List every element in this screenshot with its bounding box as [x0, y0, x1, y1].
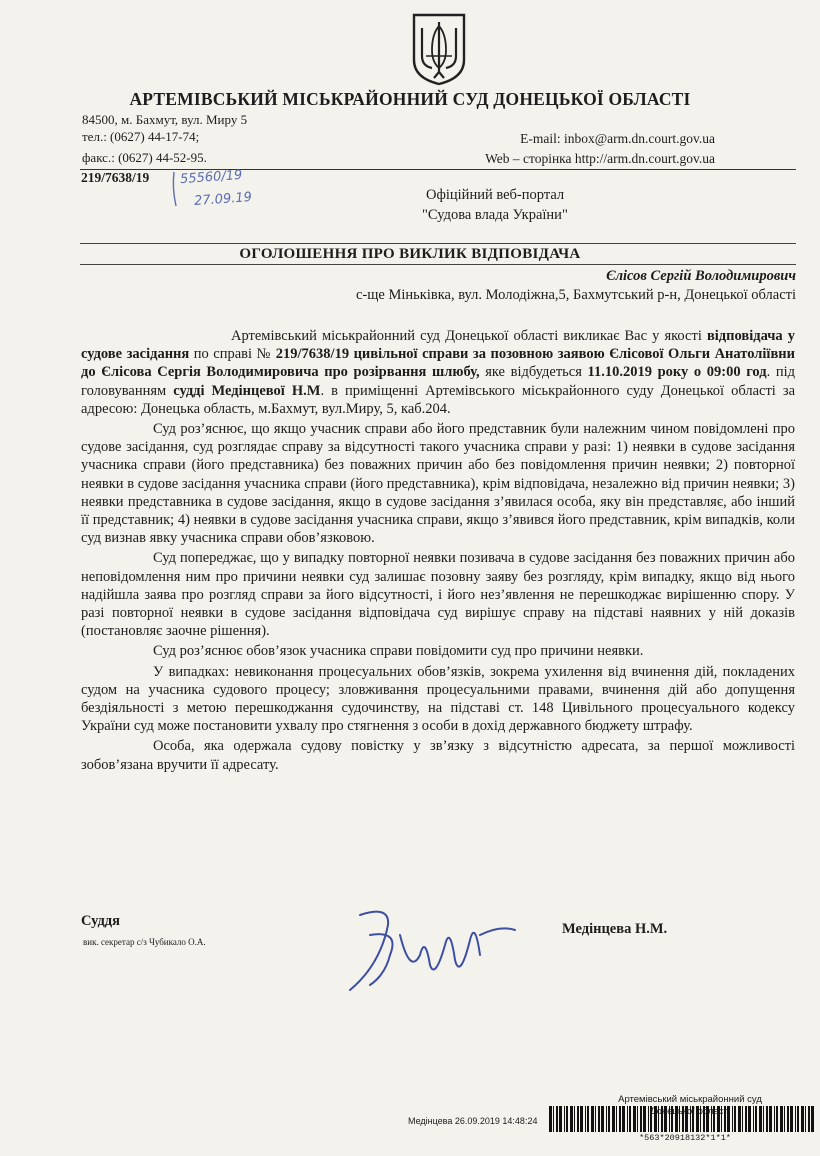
barcode-bar — [795, 1106, 796, 1132]
court-website: Web – сторінка http://arm.dn.court.gov.ua — [485, 151, 715, 166]
barcode-bar — [690, 1106, 691, 1132]
barcode-bar — [556, 1106, 558, 1132]
barcode-bar — [627, 1106, 628, 1132]
barcode-bar — [577, 1106, 579, 1132]
handwritten-registration-number: 55560/19 — [179, 167, 243, 188]
barcode-bar — [598, 1106, 600, 1132]
barcode-bar — [808, 1106, 810, 1132]
barcode-bar — [692, 1106, 694, 1132]
court-phone: тел.: (0627) 44-17-74; — [82, 129, 200, 144]
barcode-bar — [580, 1106, 583, 1132]
court-email: E-mail: inbox@arm.dn.court.gov.ua — [520, 131, 715, 146]
barcode-bar — [780, 1106, 783, 1132]
barcode-bar — [721, 1106, 722, 1132]
barcode-bar — [591, 1106, 594, 1132]
barcode-bar — [574, 1106, 575, 1132]
barcode-bar — [776, 1106, 778, 1132]
barcode-bar — [763, 1106, 764, 1132]
barcode-bar — [566, 1106, 568, 1132]
court-fax: факс.: (0627) 44-52-95. — [82, 150, 207, 165]
barcode-bar — [713, 1106, 715, 1132]
judge-label: Суддя — [81, 913, 120, 929]
handwritten-bracket — [170, 166, 280, 210]
announcement-body — [81, 327, 795, 776]
barcode-bar — [643, 1106, 646, 1132]
handwritten-signature — [330, 895, 520, 1000]
barcode-bar — [811, 1106, 814, 1132]
barcode-bar — [790, 1106, 793, 1132]
barcode-bar — [553, 1106, 554, 1132]
barcode-bar — [619, 1106, 621, 1132]
paragraph-absence-rules: Суд роз’яснює, що якщо учасник справи або його представник були належним чином повідомлені про судове засідання, суд розглядає справу за відсутності такого учасника справи у разі: 1) неявки в судове засідання учасника справи (його представника) без поважних причин або без повідомлення причин неявки; 2) повторної неявки в судове засідання учасника справи (його представника), крім відповідача, незалежно від причин неявки; 3) неявки представника в судове засідання, якщо в судове засідання з’явилася особа, яку він представляє, або інший її представник; 4) неявки в судове засідання учасника справи, якщо з’явився його представник, крім випадків, коли суд визнав явку учасника справи обов’язковою. — [81, 421, 795, 547]
barcode-number: *563*20918132*1*1* — [639, 1133, 731, 1143]
barcode-bar — [661, 1106, 663, 1132]
coat-of-arms-icon — [410, 12, 468, 86]
secretary-line: вик. секретар с/з Чубикало О.А. — [83, 937, 206, 947]
barcode-bar — [629, 1106, 631, 1132]
announcement-bottom-rule — [80, 264, 796, 265]
barcode-bar — [595, 1106, 596, 1132]
barcode-bar — [669, 1106, 670, 1132]
barcode-bar — [748, 1106, 751, 1132]
respondent-address: с-ще Міньківка, вул. Молодіжна,5, Бахмутський р-н, Донецької області — [355, 287, 796, 303]
barcode-bar — [564, 1106, 565, 1132]
barcode-bar — [633, 1106, 636, 1132]
barcode-bar — [724, 1106, 726, 1132]
recipient-line-1: Офіційний веб-портал — [426, 187, 565, 203]
barcode-bar — [601, 1106, 604, 1132]
barcode-bar — [585, 1106, 586, 1132]
barcode-bar — [745, 1106, 747, 1132]
barcode-bar — [658, 1106, 659, 1132]
barcode-bar — [717, 1106, 720, 1132]
judge-name: Медінцева Н.М. — [562, 921, 668, 937]
barcode-bar — [784, 1106, 785, 1132]
barcode-bar — [801, 1106, 804, 1132]
announcement-title: ОГОЛОШЕННЯ ПРО ВИКЛИК ВІДПОВІДАЧА — [239, 246, 581, 262]
court-name: АРТЕМІВСЬКИЙ МІСЬКРАЙОННИЙ СУД ДОНЕЦЬКОЇ ОБЛАСТІ — [129, 89, 691, 109]
barcode-bar — [797, 1106, 799, 1132]
barcode-bar — [742, 1106, 743, 1132]
paragraph-obligation: Суд роз’яснює обов’язок учасника справи повідомити суд про причини неявки. — [153, 643, 644, 660]
respondent-name: Єлісов Сергій Володимирович — [606, 268, 796, 284]
barcode-bar — [753, 1106, 754, 1132]
barcode-bar — [700, 1106, 701, 1132]
barcode-bar — [671, 1106, 673, 1132]
barcode-bar — [587, 1106, 589, 1132]
barcode-bar — [622, 1106, 625, 1132]
barcode-bar — [640, 1106, 642, 1132]
stamp-date: Медінцева 26.09.2019 14:48:24 — [408, 1116, 538, 1126]
case-number: 219/7638/19 — [81, 170, 150, 185]
paragraph-delivery: Особа, яка одержала судову повістку у зв’язку з відсутністю адресата, за першої можливості зобов’язана вручити її адресату. — [81, 738, 795, 773]
barcode-bar — [703, 1106, 705, 1132]
barcode-bar — [766, 1106, 768, 1132]
barcode-bar — [675, 1106, 678, 1132]
barcode-bar — [679, 1106, 680, 1132]
barcode-bar — [559, 1106, 562, 1132]
barcode-bar — [769, 1106, 772, 1132]
announcement-top-rule — [80, 243, 796, 244]
barcode-bar — [805, 1106, 806, 1132]
barcode-bar — [734, 1106, 736, 1132]
paragraph-penalty: У випадках: невиконання процесуальних обов’язків, зокрема ухилення від вчинення дій, покладених судом на учасника судового процесу; зловживання процесуальними правами, вчинення дій або допущення бездіяльності з метою перешкоджання судочинству, на підставі ст. 148 Цивільного процесуального кодексу України суд може постановити ухвалу про стягнення з особи в дохід державного бюджету штрафу. — [81, 663, 795, 735]
barcode-bar — [682, 1106, 684, 1132]
barcode-bar — [696, 1106, 699, 1132]
recipient-line-2: "Судова влада України" — [422, 207, 568, 223]
barcode-bar — [650, 1106, 652, 1132]
stamp-court-name: Артемівський міськрайонний суд — [618, 1094, 762, 1105]
paragraph-summons: Артемівський міськрайонний суд Донецької області викликає Вас у якості відповідача у судове засідання по справі № 219/7638/19 цивільної справи за позовною заявою Єлісової Ольги Анатоліївни до Єлісова Сергія Володимировича про розірвання шлюбу, яке відбудеться 11.10.2019 року о 09:00 год. під головуванням судді Медінцевої Н.М. в приміщенні Артемівського міськрайонного суду Донецької області за адресою: Донецька область, м.Бахмут, вул.Миру, 5, каб.204. — [81, 328, 796, 417]
barcode-bar — [787, 1106, 789, 1132]
barcode-bar — [637, 1106, 638, 1132]
barcode-bar — [570, 1106, 573, 1132]
paragraph-warning: Суд попереджає, що у випадку повторної неявки позивача в судове засідання без поважних причин або неповідомлення ним про причини неявки суд залишає позовну заяву без розгляду, крім випадку, якщо від нього надійшла заява про розгляд справи за його відсутності, і його нез’явлення не перешкоджає вирішенню спору. У разі повторної неявки в судове засідання відповідача суд вирішує справу на підставі наявних у ній доказів (постановляє заочне рішення). — [81, 550, 795, 640]
barcode-bar — [755, 1106, 757, 1132]
barcode-bar — [732, 1106, 733, 1132]
barcode-bar — [774, 1106, 775, 1132]
barcode-bar — [612, 1106, 615, 1132]
handwritten-registration-date: 27.09.19 — [193, 189, 253, 210]
barcode-bar — [711, 1106, 712, 1132]
barcode-bar — [606, 1106, 607, 1132]
barcode-bar — [685, 1106, 688, 1132]
barcode-bar — [549, 1106, 552, 1132]
barcode-bar — [648, 1106, 649, 1132]
barcode-bar — [654, 1106, 657, 1132]
barcode-bar — [664, 1106, 667, 1132]
court-address: 84500, м. Бахмут, вул. Миру 5 — [82, 112, 248, 127]
barcode-bar — [608, 1106, 610, 1132]
barcode — [549, 1106, 815, 1132]
barcode-bar — [706, 1106, 709, 1132]
barcode-bar — [759, 1106, 762, 1132]
barcode-bar — [727, 1106, 730, 1132]
barcode-bar — [616, 1106, 617, 1132]
barcode-bar — [738, 1106, 741, 1132]
